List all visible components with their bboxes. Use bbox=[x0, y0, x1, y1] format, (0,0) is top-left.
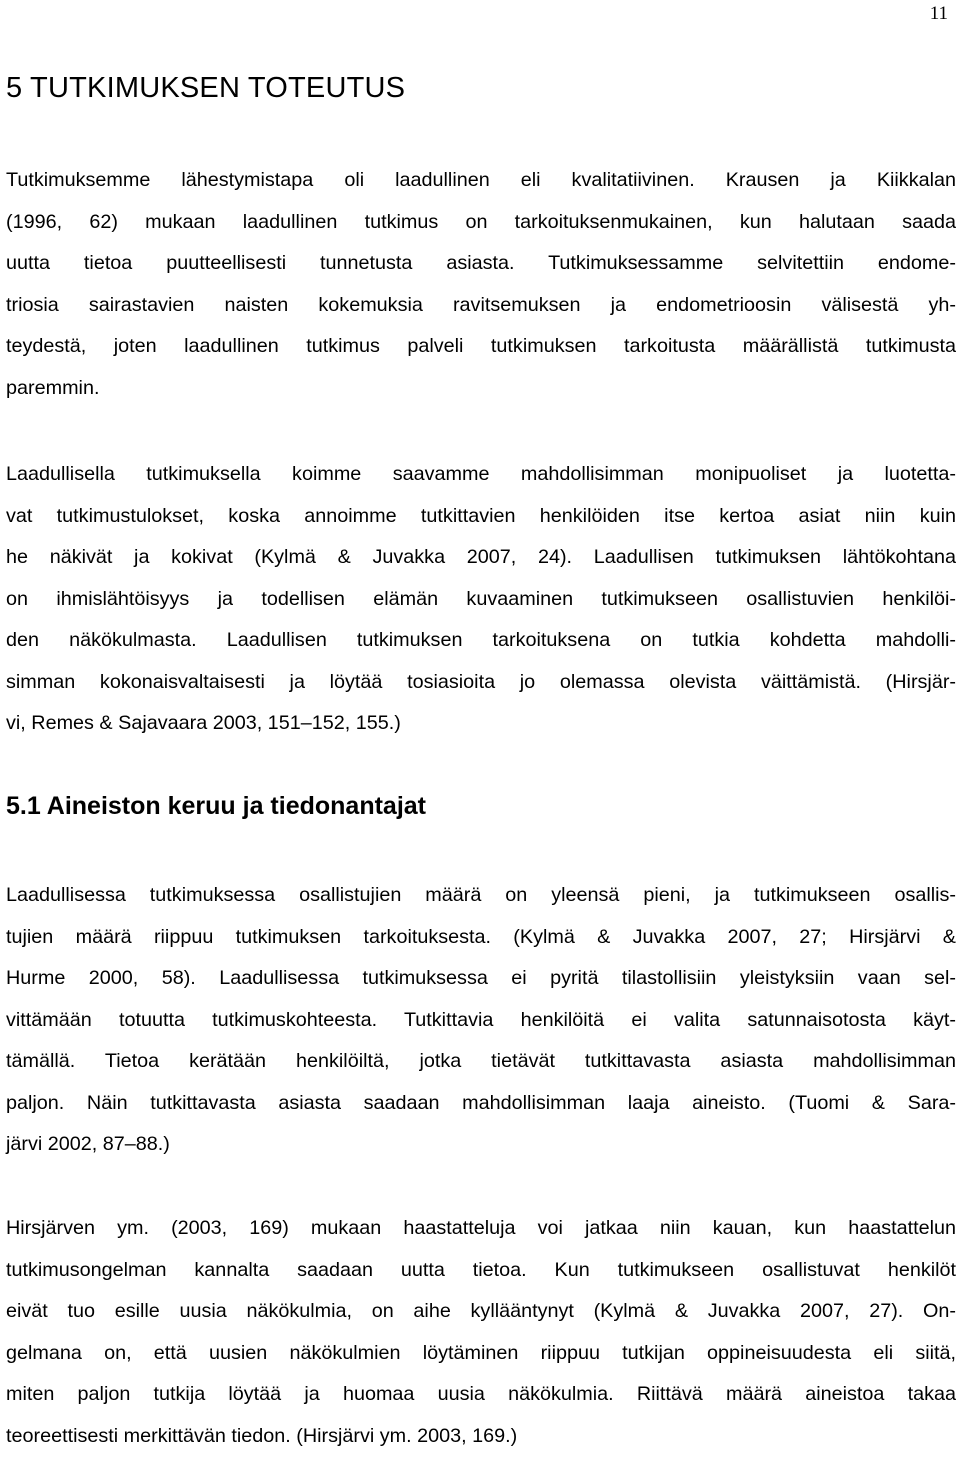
paragraph-line: tutkimusongelman kannalta saadaan uutta tietoa. Kun tutkimukseen osallistuvat henkilöt bbox=[6, 1250, 956, 1292]
paragraph-line: vi, Remes & Sajavaara 2003, 151–152, 155.) bbox=[6, 703, 956, 745]
paragraph-line: gelmana on, että uusien näkökulmien löytäminen riippuu tutkijan oppineisuudesta eli siitä, bbox=[6, 1333, 956, 1375]
paragraph-line: paremmin. bbox=[6, 368, 956, 410]
paragraph-line: miten paljon tutkija löytää ja huomaa uusia näkökulmia. Riittävä määrä aineistoa takaa bbox=[6, 1374, 956, 1416]
paragraph-line: he näkivät ja kokivat (Kylmä & Juvakka 2007, 24). Laadullisen tutkimuksen lähtökohtana bbox=[6, 537, 956, 579]
paragraph-line: eivät tuo esille uusia näkökulmia, on aihe kyllääntynyt (Kylmä & Juvakka 2007, 27). On- bbox=[6, 1291, 956, 1333]
paragraph-line: vittämään totuutta tutkimuskohteesta. Tutkittavia henkilöitä ei valita satunnaisotosta käyt- bbox=[6, 1000, 956, 1042]
paragraph-2 bbox=[6, 454, 956, 745]
paragraph-1 bbox=[6, 160, 956, 409]
paragraph-line: den näkökulmasta. Laadullisen tutkimuksen tarkoituksena on tutkia kohdetta mahdolli- bbox=[6, 620, 956, 662]
paragraph-line: on ihmislähtöisyys ja todellisen elämän kuvaaminen tutkimukseen osallistuvien henkilöi- bbox=[6, 579, 956, 621]
paragraph-line: teydestä, joten laadullinen tutkimus palveli tutkimuksen tarkoitusta määrällistä tutkimusta bbox=[6, 326, 956, 368]
paragraph-line: uutta tietoa puutteellisesti tunnetusta asiasta. Tutkimuksessamme selvitettiin endome- bbox=[6, 243, 956, 285]
paragraph-line: paljon. Näin tutkittavasta asiasta saadaan mahdollisimman laaja aineisto. (Tuomi & Sara- bbox=[6, 1083, 956, 1125]
paragraph-line: järvi 2002, 87–88.) bbox=[6, 1124, 956, 1166]
paragraph-3 bbox=[6, 875, 956, 1166]
paragraph-line: Tutkimuksemme lähestymistapa oli laadullinen eli kvalitatiivinen. Krausen ja Kiikkalan bbox=[6, 160, 956, 202]
paragraph-line: tämällä. Tietoa kerätään henkilöiltä, jotka tietävät tutkittavasta asiasta mahdollisimman bbox=[6, 1041, 956, 1083]
section-heading: 5 TUTKIMUKSEN TOTEUTUS bbox=[6, 68, 405, 108]
paragraph-line: triosia sairastavien naisten kokemuksia ravitsemuksen ja endometrioosin välisestä yh- bbox=[6, 285, 956, 327]
paragraph-line: Laadullisessa tutkimuksessa osallistujien määrä on yleensä pieni, ja tutkimukseen osallis- bbox=[6, 875, 956, 917]
paragraph-line: teoreettisesti merkittävän tiedon. (Hirsjärvi ym. 2003, 169.) bbox=[6, 1416, 956, 1457]
paragraph-line: vat tutkimustulokset, koska annoimme tutkittavien henkilöiden itse kertoa asiat niin kuin bbox=[6, 496, 956, 538]
paragraph-line: Laadullisella tutkimuksella koimme saavamme mahdollisimman monipuoliset ja luotetta- bbox=[6, 454, 956, 496]
subsection-heading: 5.1 Aineiston keruu ja tiedonantajat bbox=[6, 786, 426, 826]
paragraph-line: Hirsjärven ym. (2003, 169) mukaan haastatteluja voi jatkaa niin kauan, kun haastattelun bbox=[6, 1208, 956, 1250]
paragraph-line: tujien määrä riippuu tutkimuksen tarkoituksesta. (Kylmä & Juvakka 2007, 27; Hirsjärvi & bbox=[6, 917, 956, 959]
paragraph-line: Hurme 2000, 58). Laadullisessa tutkimuksessa ei pyritä tilastollisiin yleistyksiin vaan sel- bbox=[6, 958, 956, 1000]
paragraph-4 bbox=[6, 1208, 956, 1457]
paragraph-line: (1996, 62) mukaan laadullinen tutkimus on tarkoituksenmukainen, kun halutaan saada bbox=[6, 202, 956, 244]
page-number: 11 bbox=[930, 4, 948, 23]
paragraph-line: simman kokonaisvaltaisesti ja löytää tosiasioita jo olemassa olevista väittämistä. (Hirsjär- bbox=[6, 662, 956, 704]
